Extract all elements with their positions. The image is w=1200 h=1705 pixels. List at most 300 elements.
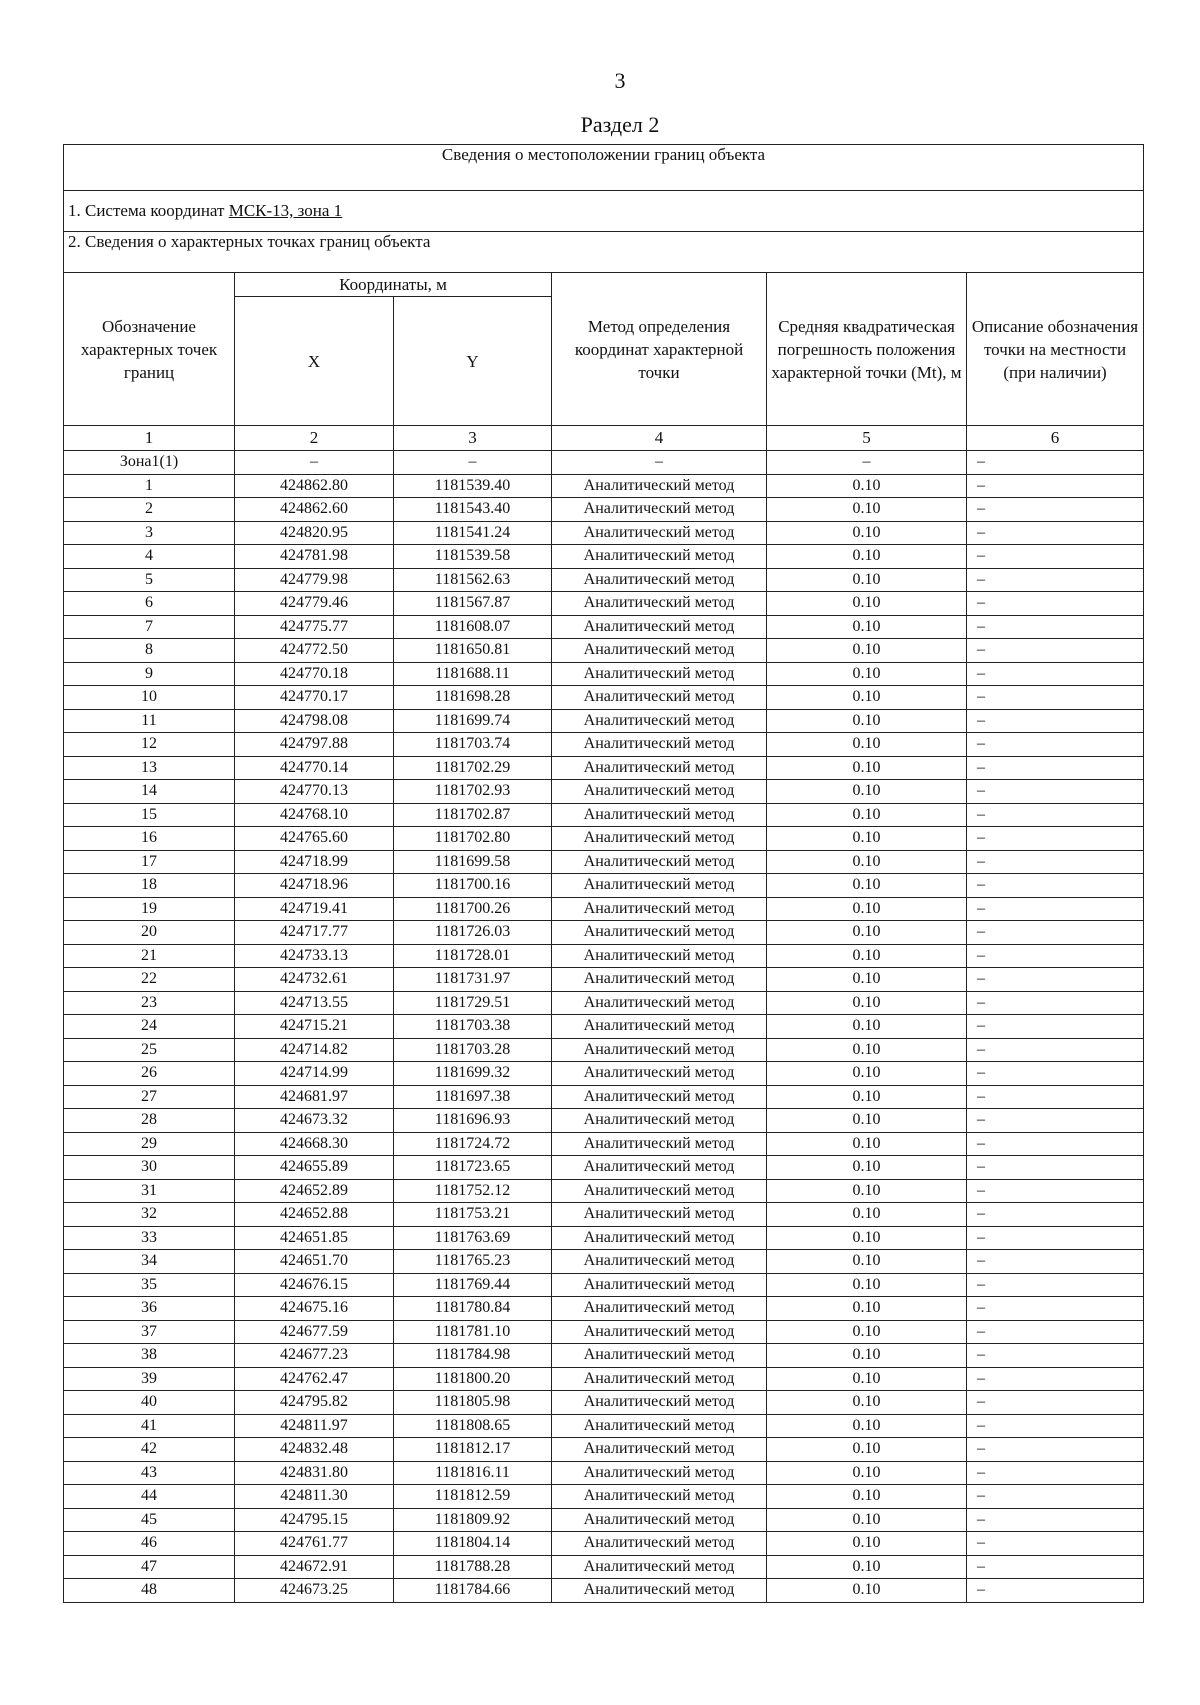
method: Аналитический метод (552, 1532, 767, 1556)
point-designation: 43 (64, 1461, 235, 1485)
point-designation: 29 (64, 1132, 235, 1156)
table-row (64, 639, 1144, 663)
point-description: – (967, 1461, 1144, 1485)
table-row (64, 1156, 1144, 1180)
method: Аналитический метод (552, 1132, 767, 1156)
table-row (64, 521, 1144, 545)
method: Аналитический метод (552, 1156, 767, 1180)
mean-error: 0.10 (767, 1485, 967, 1509)
coord-y: 1181728.01 (394, 944, 552, 968)
table-row (64, 1555, 1144, 1579)
coord-x: 424672.91 (235, 1555, 394, 1579)
coord-y: 1181805.98 (394, 1391, 552, 1415)
table-row (64, 1367, 1144, 1391)
mean-error: 0.10 (767, 897, 967, 921)
coord-y: 1181784.98 (394, 1344, 552, 1368)
table-row (64, 1320, 1144, 1344)
mean-error: 0.10 (767, 1438, 967, 1462)
coord-y: 1181800.20 (394, 1367, 552, 1391)
coord-x: 424831.80 (235, 1461, 394, 1485)
point-description: – (967, 944, 1144, 968)
point-description: – (967, 780, 1144, 804)
point-designation: 12 (64, 733, 235, 757)
coord-y: 1181703.38 (394, 1015, 552, 1039)
method: – (552, 451, 767, 475)
coord-y: 1181726.03 (394, 921, 552, 945)
point-designation: Зона1(1) (64, 451, 235, 475)
method: Аналитический метод (552, 1461, 767, 1485)
coord-y: 1181698.28 (394, 686, 552, 710)
coord-y: 1181702.29 (394, 756, 552, 780)
point-designation: 37 (64, 1320, 235, 1344)
mean-error: 0.10 (767, 568, 967, 592)
table-row (64, 1438, 1144, 1462)
header-coordinates: Координаты, м (235, 273, 552, 297)
point-designation: 36 (64, 1297, 235, 1321)
mean-error: 0.10 (767, 1062, 967, 1086)
header-x: X (235, 297, 394, 426)
point-designation: 7 (64, 615, 235, 639)
coord-y: 1181562.63 (394, 568, 552, 592)
method: Аналитический метод (552, 545, 767, 569)
point-designation: 42 (64, 1438, 235, 1462)
coord-y: 1181703.74 (394, 733, 552, 757)
method: Аналитический метод (552, 568, 767, 592)
point-designation: 30 (64, 1156, 235, 1180)
method: Аналитический метод (552, 1250, 767, 1274)
method: Аналитический метод (552, 1414, 767, 1438)
coordinate-system-value: МСК-13, зона 1 (228, 201, 343, 220)
mean-error: 0.10 (767, 1508, 967, 1532)
coord-y: 1181541.24 (394, 521, 552, 545)
coord-x: 424718.99 (235, 850, 394, 874)
mean-error: 0.10 (767, 592, 967, 616)
point-designation: 13 (64, 756, 235, 780)
point-description: – (967, 1391, 1144, 1415)
point-designation: 11 (64, 709, 235, 733)
coord-y: 1181812.17 (394, 1438, 552, 1462)
table-row (64, 1203, 1144, 1227)
mean-error: 0.10 (767, 639, 967, 663)
method: Аналитический метод (552, 615, 767, 639)
column-number: 4 (552, 426, 767, 451)
coord-y: 1181808.65 (394, 1414, 552, 1438)
table-row (64, 545, 1144, 569)
mean-error: 0.10 (767, 827, 967, 851)
mean-error: 0.10 (767, 1156, 967, 1180)
point-description: – (967, 615, 1144, 639)
coord-x: 424770.17 (235, 686, 394, 710)
mean-error: 0.10 (767, 1414, 967, 1438)
point-description: – (967, 1156, 1144, 1180)
coord-x: 424797.88 (235, 733, 394, 757)
coord-y: 1181729.51 (394, 991, 552, 1015)
mean-error: 0.10 (767, 1579, 967, 1603)
table-row (64, 1485, 1144, 1509)
boundary-points-table (63, 144, 1144, 1603)
method: Аналитический метод (552, 709, 767, 733)
coord-y: 1181816.11 (394, 1461, 552, 1485)
point-description: – (967, 1085, 1144, 1109)
table-row (64, 1391, 1144, 1415)
coord-y: 1181702.87 (394, 803, 552, 827)
coord-x: 424713.55 (235, 991, 394, 1015)
table-row (64, 944, 1144, 968)
mean-error: 0.10 (767, 803, 967, 827)
coord-y: 1181781.10 (394, 1320, 552, 1344)
point-description: – (967, 1226, 1144, 1250)
point-description: – (967, 1344, 1144, 1368)
header-description: Описание обозначения точки на местности (при наличии) (967, 273, 1144, 426)
coord-x: 424715.21 (235, 1015, 394, 1039)
mean-error: 0.10 (767, 615, 967, 639)
table-row (64, 451, 1144, 475)
method: Аналитический метод (552, 686, 767, 710)
point-description: – (967, 474, 1144, 498)
point-designation: 9 (64, 662, 235, 686)
coord-x: 424673.32 (235, 1109, 394, 1133)
table-row (64, 1461, 1144, 1485)
coord-x: 424673.25 (235, 1579, 394, 1603)
coord-y: 1181543.40 (394, 498, 552, 522)
method: Аналитический метод (552, 1320, 767, 1344)
mean-error: 0.10 (767, 498, 967, 522)
table-row (64, 1015, 1144, 1039)
mean-error: – (767, 451, 967, 475)
point-designation: 6 (64, 592, 235, 616)
coord-x: 424781.98 (235, 545, 394, 569)
point-designation: 22 (64, 968, 235, 992)
coord-y: 1181688.11 (394, 662, 552, 686)
point-designation: 26 (64, 1062, 235, 1086)
header-error-text: Средняя квадратическая погрешность положения характерной точки (Mt), м (771, 316, 962, 382)
coord-x: 424779.46 (235, 592, 394, 616)
mean-error: 0.10 (767, 1179, 967, 1203)
method: Аналитический метод (552, 897, 767, 921)
mean-error: 0.10 (767, 968, 967, 992)
point-description: – (967, 1273, 1144, 1297)
mean-error: 0.10 (767, 709, 967, 733)
point-description: – (967, 1203, 1144, 1227)
coord-y: 1181765.23 (394, 1250, 552, 1274)
coord-x: 424677.59 (235, 1320, 394, 1344)
point-description: – (967, 1320, 1144, 1344)
coord-x: 424652.89 (235, 1179, 394, 1203)
mean-error: 0.10 (767, 874, 967, 898)
coord-x: 424775.77 (235, 615, 394, 639)
point-description: – (967, 709, 1144, 733)
mean-error: 0.10 (767, 1532, 967, 1556)
coord-y: 1181539.58 (394, 545, 552, 569)
coord-x: 424651.70 (235, 1250, 394, 1274)
coord-y: 1181702.93 (394, 780, 552, 804)
point-designation: 19 (64, 897, 235, 921)
table-row (64, 615, 1144, 639)
coord-y: 1181812.59 (394, 1485, 552, 1509)
point-designation: 24 (64, 1015, 235, 1039)
method: Аналитический метод (552, 968, 767, 992)
point-description: – (967, 1532, 1144, 1556)
coord-y: 1181753.21 (394, 1203, 552, 1227)
point-description: – (967, 921, 1144, 945)
point-description: – (967, 756, 1144, 780)
point-description: – (967, 827, 1144, 851)
point-designation: 3 (64, 521, 235, 545)
column-number: 5 (767, 426, 967, 451)
mean-error: 0.10 (767, 1297, 967, 1321)
coord-x: 424668.30 (235, 1132, 394, 1156)
point-designation: 2 (64, 498, 235, 522)
method: Аналитический метод (552, 662, 767, 686)
mean-error: 0.10 (767, 1250, 967, 1274)
point-description: – (967, 545, 1144, 569)
table-row (64, 662, 1144, 686)
method: Аналитический метод (552, 1062, 767, 1086)
coord-y: 1181700.16 (394, 874, 552, 898)
point-designation: 1 (64, 474, 235, 498)
coord-x: 424717.77 (235, 921, 394, 945)
method: Аналитический метод (552, 1085, 767, 1109)
coord-y: 1181699.74 (394, 709, 552, 733)
header-y: Y (394, 297, 552, 426)
point-description: – (967, 451, 1144, 475)
point-designation: 14 (64, 780, 235, 804)
point-description: – (967, 521, 1144, 545)
table-row (64, 1508, 1144, 1532)
mean-error: 0.10 (767, 1320, 967, 1344)
mean-error: 0.10 (767, 1015, 967, 1039)
point-designation: 32 (64, 1203, 235, 1227)
coord-y: 1181731.97 (394, 968, 552, 992)
table-row (64, 921, 1144, 945)
coord-x: 424795.82 (235, 1391, 394, 1415)
method: Аналитический метод (552, 1203, 767, 1227)
table-row (64, 780, 1144, 804)
coord-x: 424761.77 (235, 1532, 394, 1556)
coord-x: 424681.97 (235, 1085, 394, 1109)
mean-error: 0.10 (767, 1555, 967, 1579)
method: Аналитический метод (552, 1179, 767, 1203)
column-number-row (64, 426, 1144, 451)
table-row (64, 756, 1144, 780)
point-designation: 16 (64, 827, 235, 851)
table-row (64, 827, 1144, 851)
coord-x: 424714.82 (235, 1038, 394, 1062)
table-row (64, 686, 1144, 710)
coord-y: 1181809.92 (394, 1508, 552, 1532)
table-row (64, 1250, 1144, 1274)
coord-y: 1181697.38 (394, 1085, 552, 1109)
coordinate-system (64, 191, 1144, 232)
point-designation: 25 (64, 1038, 235, 1062)
point-designation: 20 (64, 921, 235, 945)
coord-y: 1181699.32 (394, 1062, 552, 1086)
point-description: – (967, 733, 1144, 757)
point-designation: 48 (64, 1579, 235, 1603)
point-designation: 23 (64, 991, 235, 1015)
point-description: – (967, 1062, 1144, 1086)
coord-x: 424733.13 (235, 944, 394, 968)
mean-error: 0.10 (767, 545, 967, 569)
method: Аналитический метод (552, 1344, 767, 1368)
point-designation: 28 (64, 1109, 235, 1133)
mean-error: 0.10 (767, 1226, 967, 1250)
coord-y: 1181703.28 (394, 1038, 552, 1062)
table-row (64, 733, 1144, 757)
coord-x: 424675.16 (235, 1297, 394, 1321)
point-description: – (967, 1579, 1144, 1603)
point-description: – (967, 1179, 1144, 1203)
mean-error: 0.10 (767, 780, 967, 804)
coord-x: – (235, 451, 394, 475)
method: Аналитический метод (552, 1109, 767, 1133)
table-row (64, 803, 1144, 827)
table-row (64, 1297, 1144, 1321)
method: Аналитический метод (552, 1273, 767, 1297)
point-description: – (967, 1438, 1144, 1462)
coord-x: 424862.80 (235, 474, 394, 498)
coord-y: 1181769.44 (394, 1273, 552, 1297)
column-number: 3 (394, 426, 552, 451)
table-row (64, 1273, 1144, 1297)
point-designation: 35 (64, 1273, 235, 1297)
point-description: – (967, 592, 1144, 616)
coord-y: 1181696.93 (394, 1109, 552, 1133)
point-designation: 47 (64, 1555, 235, 1579)
method: Аналитический метод (552, 1015, 767, 1039)
method: Аналитический метод (552, 780, 767, 804)
table-row (64, 1085, 1144, 1109)
coord-x: 424811.30 (235, 1485, 394, 1509)
coord-x: 424677.23 (235, 1344, 394, 1368)
point-designation: 15 (64, 803, 235, 827)
mean-error: 0.10 (767, 733, 967, 757)
coord-y: 1181780.84 (394, 1297, 552, 1321)
coord-x: 424655.89 (235, 1156, 394, 1180)
coord-y: 1181699.58 (394, 850, 552, 874)
coord-x: 424770.14 (235, 756, 394, 780)
table-row (64, 592, 1144, 616)
section-title: Раздел 2 (580, 112, 660, 137)
table-row (64, 1132, 1144, 1156)
table-row (64, 850, 1144, 874)
coord-y: 1181700.26 (394, 897, 552, 921)
method: Аналитический метод (552, 1508, 767, 1532)
coord-x: 424798.08 (235, 709, 394, 733)
coord-y: 1181784.66 (394, 1579, 552, 1603)
coord-x: 424820.95 (235, 521, 394, 545)
coord-x: 424770.18 (235, 662, 394, 686)
header-designation: Обозначение характерных точек границ (64, 273, 235, 426)
coord-x: 424772.50 (235, 639, 394, 663)
coord-y: 1181539.40 (394, 474, 552, 498)
table-row (64, 1179, 1144, 1203)
table-row (64, 568, 1144, 592)
coord-y: 1181752.12 (394, 1179, 552, 1203)
coord-x: 424651.85 (235, 1226, 394, 1250)
method: Аналитический метод (552, 944, 767, 968)
coord-x: 424811.97 (235, 1414, 394, 1438)
table-row (64, 1062, 1144, 1086)
table-row (64, 1579, 1144, 1603)
coord-x: 424762.47 (235, 1367, 394, 1391)
coord-x: 424732.61 (235, 968, 394, 992)
mean-error: 0.10 (767, 1085, 967, 1109)
mean-error: 0.10 (767, 1273, 967, 1297)
point-designation: 33 (64, 1226, 235, 1250)
coord-y: 1181567.87 (394, 592, 552, 616)
point-designation: 38 (64, 1344, 235, 1368)
coordinate-system-label: 1. Система координат (68, 201, 229, 220)
point-description: – (967, 1367, 1144, 1391)
method: Аналитический метод (552, 850, 767, 874)
method: Аналитический метод (552, 803, 767, 827)
coord-x: 424770.13 (235, 780, 394, 804)
point-description: – (967, 874, 1144, 898)
coord-x: 424714.99 (235, 1062, 394, 1086)
point-designation: 27 (64, 1085, 235, 1109)
point-designation: 34 (64, 1250, 235, 1274)
point-description: – (967, 498, 1144, 522)
method: Аналитический метод (552, 1038, 767, 1062)
table-title: Сведения о местоположении границ объекта (64, 145, 1144, 191)
table-row (64, 498, 1144, 522)
coord-x: 424652.88 (235, 1203, 394, 1227)
mean-error: 0.10 (767, 1391, 967, 1415)
coord-x: 424719.41 (235, 897, 394, 921)
page-number: 3 (614, 68, 626, 93)
table-row (64, 709, 1144, 733)
method: Аналитический метод (552, 521, 767, 545)
method: Аналитический метод (552, 827, 767, 851)
point-designation: 4 (64, 545, 235, 569)
point-designation: 5 (64, 568, 235, 592)
column-number: 2 (235, 426, 394, 451)
point-description: – (967, 1132, 1144, 1156)
coord-y: 1181763.69 (394, 1226, 552, 1250)
point-designation: 18 (64, 874, 235, 898)
column-number: 6 (967, 426, 1144, 451)
point-description: – (967, 897, 1144, 921)
mean-error: 0.10 (767, 686, 967, 710)
coord-x: 424795.15 (235, 1508, 394, 1532)
point-description: – (967, 803, 1144, 827)
coord-x: 424718.96 (235, 874, 394, 898)
point-designation: 41 (64, 1414, 235, 1438)
mean-error: 0.10 (767, 850, 967, 874)
table-row (64, 1109, 1144, 1133)
point-description: – (967, 1109, 1144, 1133)
mean-error: 0.10 (767, 1461, 967, 1485)
mean-error: 0.10 (767, 1367, 967, 1391)
point-description: – (967, 1555, 1144, 1579)
coord-x: 424765.60 (235, 827, 394, 851)
point-designation: 21 (64, 944, 235, 968)
mean-error: 0.10 (767, 474, 967, 498)
table-row (64, 874, 1144, 898)
table-row (64, 1226, 1144, 1250)
mean-error: 0.10 (767, 991, 967, 1015)
point-description: – (967, 568, 1144, 592)
coord-y: 1181788.28 (394, 1555, 552, 1579)
point-description: – (967, 1414, 1144, 1438)
coord-y: 1181650.81 (394, 639, 552, 663)
mean-error: 0.10 (767, 756, 967, 780)
method: Аналитический метод (552, 1555, 767, 1579)
column-number: 1 (64, 426, 235, 451)
method: Аналитический метод (552, 1367, 767, 1391)
method: Аналитический метод (552, 1579, 767, 1603)
